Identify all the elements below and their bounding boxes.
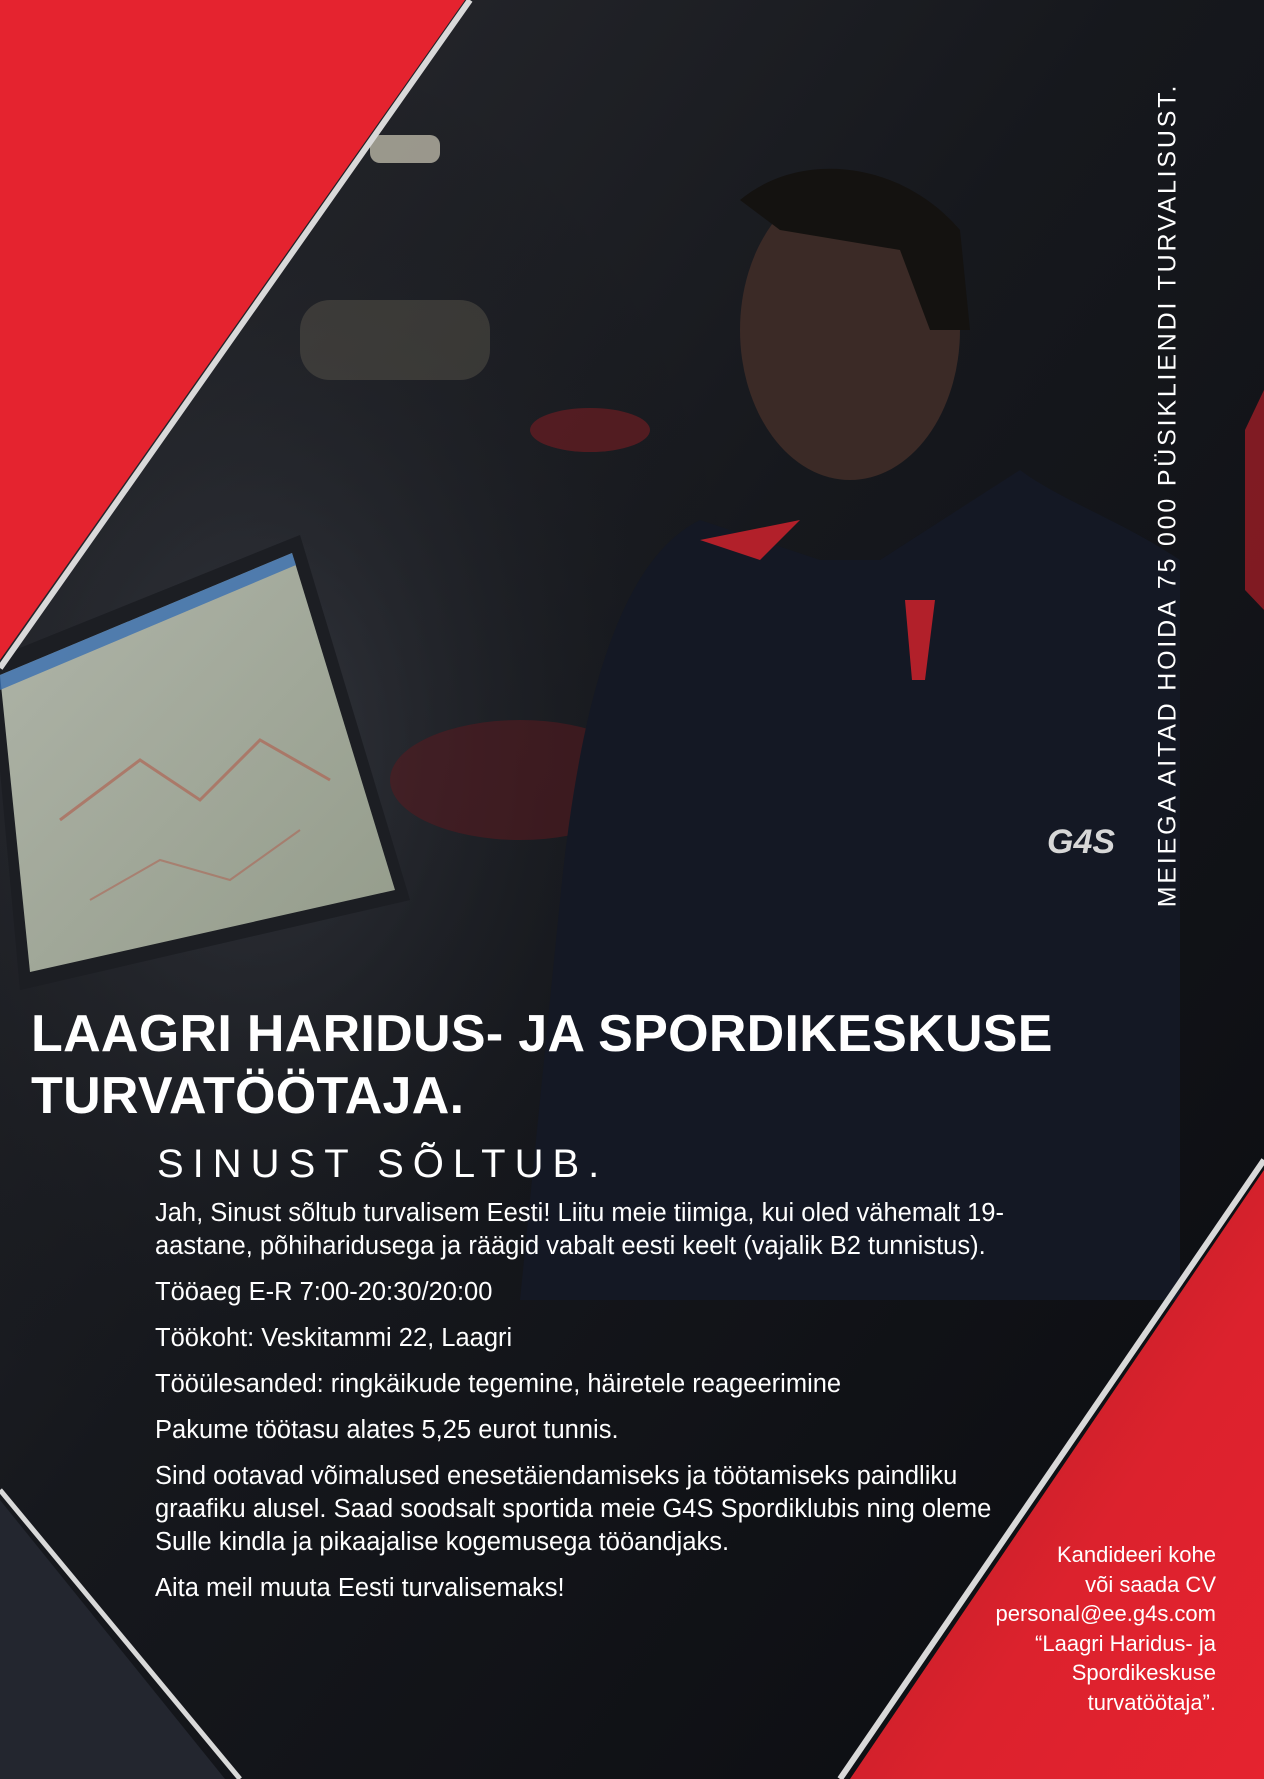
intro-paragraph: Jah, Sinust sõltub turvalisem Eesti! Liitu meie tiimiga, kui oled vähemalt 19-aastane, põhiharidusega ja räägid vabalt eesti keelt (vajalik B2 tunnistus).: [155, 1199, 1004, 1260]
work-location: Töökoht: Veskitammi 22, Laagri: [155, 1324, 513, 1352]
subheadline: SINUST SÕLTUB.: [157, 1142, 609, 1186]
cta-line-2: või saada CV: [1085, 1571, 1216, 1597]
job-duties: Tööülesanded: ringkäikude tegemine, häiretele reageerimine: [155, 1370, 842, 1398]
job-title-line-2: TURVATÖÖTAJA.: [31, 1067, 465, 1125]
g4s-logo: G4S: [1047, 823, 1116, 861]
apply-call-to-action: [896, 1540, 1216, 1717]
salary-info: Pakume töötasu alates 5,25 eurot tunnis.: [155, 1416, 619, 1444]
cta-line-6: turvatöötaja”.: [1087, 1689, 1216, 1715]
contact-email[interactable]: personal@ee.g4s.com: [995, 1601, 1216, 1626]
vertical-tagline: MEIEGA AITAD HOIDA 75 000 PÜSIKLIENDI TURVALISUST.: [1153, 82, 1182, 908]
cta-line-4: “Laagri Haridus- ja: [1035, 1630, 1216, 1656]
benefits-paragraph: Sind ootavad võimalused enesetäiendamiseks ja töötamiseks paindliku graafiku alusel. Saad soodsalt sportida meie G4S Spordiklubis ning oleme Sulle kindla ja pikaajalise kogemusega tööandjaks.: [155, 1462, 992, 1556]
job-title-line-1: LAAGRI HARIDUS- JA SPORDIKESKUSE: [31, 1005, 1053, 1063]
cta-line-1: Kandideeri kohe: [1056, 1542, 1216, 1567]
working-hours: Tööaeg E-R 7:00-20:30/20:00: [155, 1278, 493, 1306]
job-description: [155, 1197, 1005, 1618]
cta-line-5: Spordikeskuse: [1071, 1660, 1216, 1685]
job-title: [31, 1003, 1053, 1127]
closing-line: Aita meil muuta Eesti turvalisemaks!: [155, 1574, 565, 1602]
